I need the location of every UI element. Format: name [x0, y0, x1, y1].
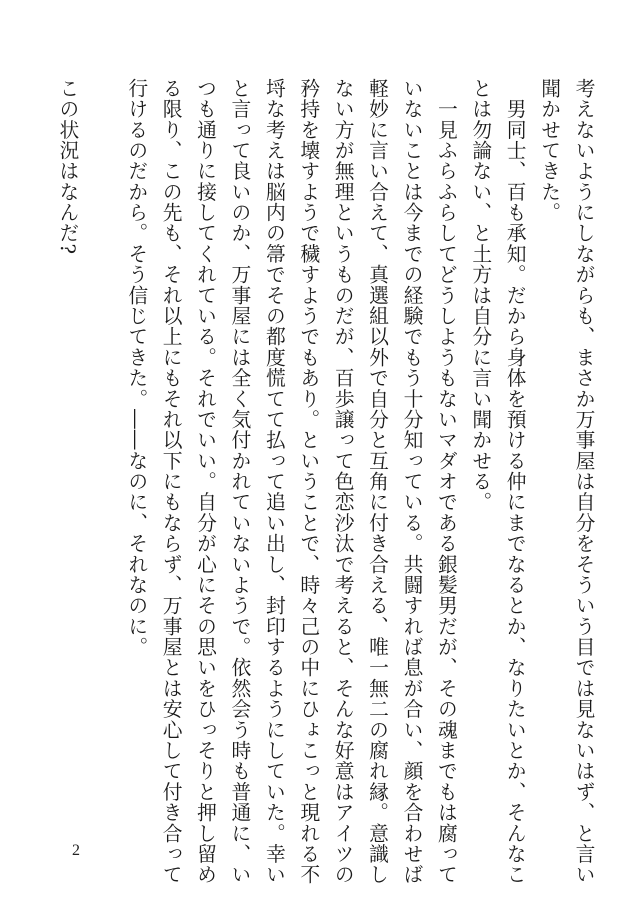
text-line: 聞かせてきた。 — [537, 78, 561, 223]
blank-line — [84, 78, 118, 838]
text-line: る限り、この先も、それ以上にもそれ以下にもならず、万事屋とは安心して付き合って — [159, 78, 183, 885]
text-line: つも通りに接してくれている。それでいい。自分が心にその思いをひっそりと押し留め — [193, 78, 217, 885]
page-number: 2 — [72, 842, 80, 859]
text-line: 軽妙に言い合えて、真選組以外で自分と互角に付き合える、唯一無二の腐れ縁。意識し — [365, 78, 389, 885]
text-line: 埒な考えは脳内の箒でその都度慌てて払って追い出し、封印するようにしていた。幸い — [262, 78, 286, 885]
text-line: 一見ふらふらしてどうしようもないマダオである銀髪男だが、その魂までもは腐って — [434, 78, 458, 885]
text-line: この状況はなんだ? — [55, 78, 79, 256]
text-line: 男同士、百も承知。だから身体を預ける仲にまでなるとか、なりたいとか、そんなこ — [503, 78, 527, 885]
vertical-text-body — [50, 78, 601, 885]
text-line: とは勿論ない、と土方は自分に言い聞かせる。 — [468, 78, 492, 513]
text-line: ない方が無理というものだが、百歩譲って色恋沙汰で考えると、そんな好意はアイツの — [331, 78, 355, 885]
text-line: 行けるのだから。そう信じてきた。――なのに、それなのに。 — [124, 78, 148, 658]
text-line: 考えないようにしながらも、まさか万事屋は自分をそういう目では見ないはず、と言い — [572, 78, 595, 885]
text-line: 矜持を壊すようで穢すようでもあり。ということで、時々己の中にひょこっと現れる不 — [296, 78, 320, 885]
text-line: と言って良いのか、万事屋には全く気付かれていないようで。依然会う時も普通に、い — [227, 78, 251, 885]
text-line: いないことは今までの経験でもう十分知っている。共闘すれば息が合い、顔を合わせば — [399, 78, 423, 885]
